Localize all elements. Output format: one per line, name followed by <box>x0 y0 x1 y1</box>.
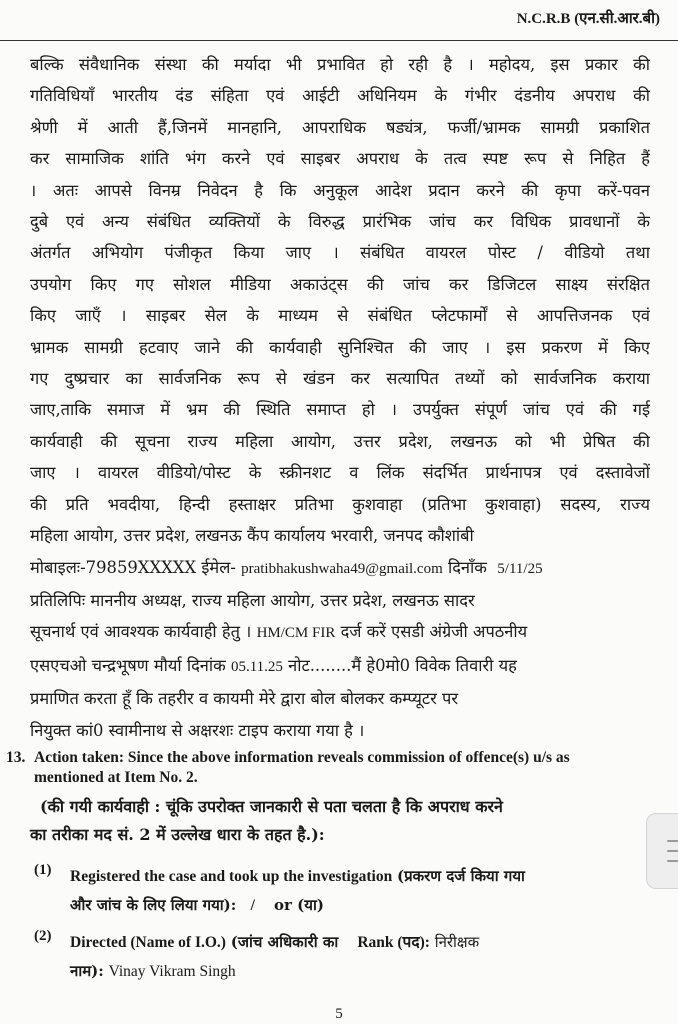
io-label-hindi: (जांच अधिकारी का <box>230 933 339 951</box>
mobile-email-line <box>30 552 650 585</box>
mobile-label: मोबाइलः-79859XXXXX ईमेल- <box>30 557 236 577</box>
io-label: Directed (Name of I.O.) <box>70 934 226 951</box>
body-line: । अतः आपसे विनम्र निवेदन है कि अनुकूल आदेश प्रदान करने की कृपा करें-पवन <box>30 180 650 200</box>
sub1-hindi: (प्रकरण दर्ज किया गया <box>396 867 525 885</box>
rank-value: निरीक्षक <box>434 933 480 951</box>
fir-code: HM/CM FIR <box>256 625 336 642</box>
side-panel-handle[interactable] <box>646 813 678 889</box>
sub-item-number: (2) <box>34 928 52 944</box>
sub1-separator: / <box>250 897 255 914</box>
fir-prefix: सूचनार्थ एवं आवश्यक कार्यवाही हेतु । <box>30 622 252 642</box>
body-line: दुबे एवं अन्य संबंधित व्यक्तियों के विरुद्ध प्रारंभिक जांच कर विधिक प्रावधानों के <box>30 212 650 232</box>
body-line: की प्रति भवदीया, हिन्दी हस्ताक्षर प्रतिभा कुशवाहा (प्रतिभा कुशवाहा) सदस्य, राज्य <box>30 494 650 514</box>
closing-line: प्रमाणित करता हूँ कि तहरीर व कायमी मेरे द्वारा बोल बोलकर कम्प्यूटर पर <box>30 689 459 709</box>
body-line: गतिविधियाँ भारतीय दंड संहिता एवं आईटी अधिनियम के गंभीर दंडनीय अपराध की <box>30 86 650 106</box>
sub1-english: Registered the case and took up the investigation <box>70 868 393 885</box>
sub-item-1 <box>34 862 634 922</box>
sub-item-number: (1) <box>34 862 52 878</box>
closing-line: नियुक्त कां0 स्वामीनाथ से अक्षरशः टाइप कराया गया है । <box>30 720 365 740</box>
rank-label: Rank (पद): <box>357 934 430 951</box>
fir-suffix: दर्ज करें एसडी अंग्रेजी अपठनीय <box>340 622 528 642</box>
date-value: 5/11/25 <box>497 560 543 577</box>
body-line: अंतर्गत अभियोग पंजीकृत किया जाए । संबंधित वायरल पोस्ट / वीडियो तथा <box>30 243 650 263</box>
copy-line: प्रतिलिपिः माननीय अध्यक्ष, राज्य महिला आयोग, उत्तर प्रदेश, लखनऊ सादर <box>30 590 475 610</box>
sho-suffix: नोट........मैं हे0मो0 विवेक तिवारी यह <box>288 655 517 675</box>
page-number: 5 <box>335 1006 343 1022</box>
body-line: श्रेणी में आती हैं,जिनमें मानहानि, आपराधिक षड्यंत्र, फर्जी/भ्रामक सामग्री प्रकाशित <box>30 117 650 137</box>
sub1-or: or (या) <box>274 896 324 914</box>
item-13-hindi <box>30 793 650 849</box>
fir-line <box>30 616 650 649</box>
date-label: दिनाँक <box>447 557 487 577</box>
item-number: 13. <box>6 749 26 766</box>
email-address: pratibhakushwaha49@gmail.com <box>241 560 443 577</box>
body-line: किए जाएँ । साइबर सेल के माध्यम से संबंधित प्लेटफार्मों से आपत्तिजनक एवं <box>30 306 650 326</box>
io-name-value: Vinay Vikram Singh <box>108 963 236 980</box>
body-line: जाए,ताकि समाज में भ्रम की स्थिति समाप्त हो । उपर्युक्त संपूर्ण जांच एवं की गई <box>30 400 650 420</box>
body-line: भ्रामक सामग्री हटवाए जाने की कार्यवाही सुनिश्चित की जाए । इस प्रकरण में किए <box>30 337 650 357</box>
name-label: नाम): <box>70 962 104 980</box>
handle-grip-line <box>667 850 678 852</box>
header-rule <box>0 40 678 41</box>
body-line: महिला आयोग, उत्तर प्रदेश, लखनऊ कैंप कार्यालय भरवारी, जनपद कौशांबी <box>30 526 474 546</box>
sho-date: 05.11.25 <box>230 658 283 675</box>
item-13-text: Action taken: Since the above information reveals commission of offence(s) u/s as mentioned at Item No. 2. <box>34 749 570 786</box>
body-line: बल्कि संवैधानिक संस्था की मर्यादा भी प्रभावित हो रही है । महोदय, इस प्रकार की <box>30 55 650 74</box>
complaint-body <box>30 49 650 746</box>
body-line: कर सामाजिक शांति भंग करने एवं साइबर अपराध के तत्व स्पष्ट रूप से निहित हैं <box>30 149 650 169</box>
body-line: कार्यवाही की सूचना राज्य महिला आयोग, उत्तर प्रदेश, लखनऊ को भी प्रेषित की <box>30 431 650 451</box>
sub-item-2 <box>34 928 634 988</box>
sho-prefix: एसएचओ चन्द्रभूषण मौर्या दिनांक <box>30 655 226 675</box>
sho-line <box>30 650 650 683</box>
body-line: उपयोग किए गए सोशल मीडिया अकाउंट्स की जांच कर डिजिटल साक्ष्य संरक्षित <box>30 274 650 294</box>
body-line: जाए । वायरल वीडियो/पोस्ट के स्क्रीनशट व लिंक संदर्भित प्रार्थनापत्र एवं दस्तावेजों <box>30 463 650 483</box>
item-13-hindi-line: (की गयी कार्यवाही : चूंकि उपरोक्त जानकारी से पता चलता है कि अपराध करने <box>40 797 503 816</box>
page-header: N.C.R.B (एन.सी.आर.बी) <box>516 11 660 27</box>
item-13-hindi-line: का तरीका मद सं. 2 में उल्लेख धारा के तहत है.): <box>30 825 325 844</box>
handle-grip-line <box>667 840 678 842</box>
body-line: गए दुष्प्रचार का सार्वजनिक रूप से खंडन कर सत्यापित तथ्यों को सार्वजनिक कराया <box>30 369 650 389</box>
handle-grip-line <box>667 860 678 862</box>
sub1-hindi2: और जांच के लिए लिया गया): <box>70 896 237 914</box>
